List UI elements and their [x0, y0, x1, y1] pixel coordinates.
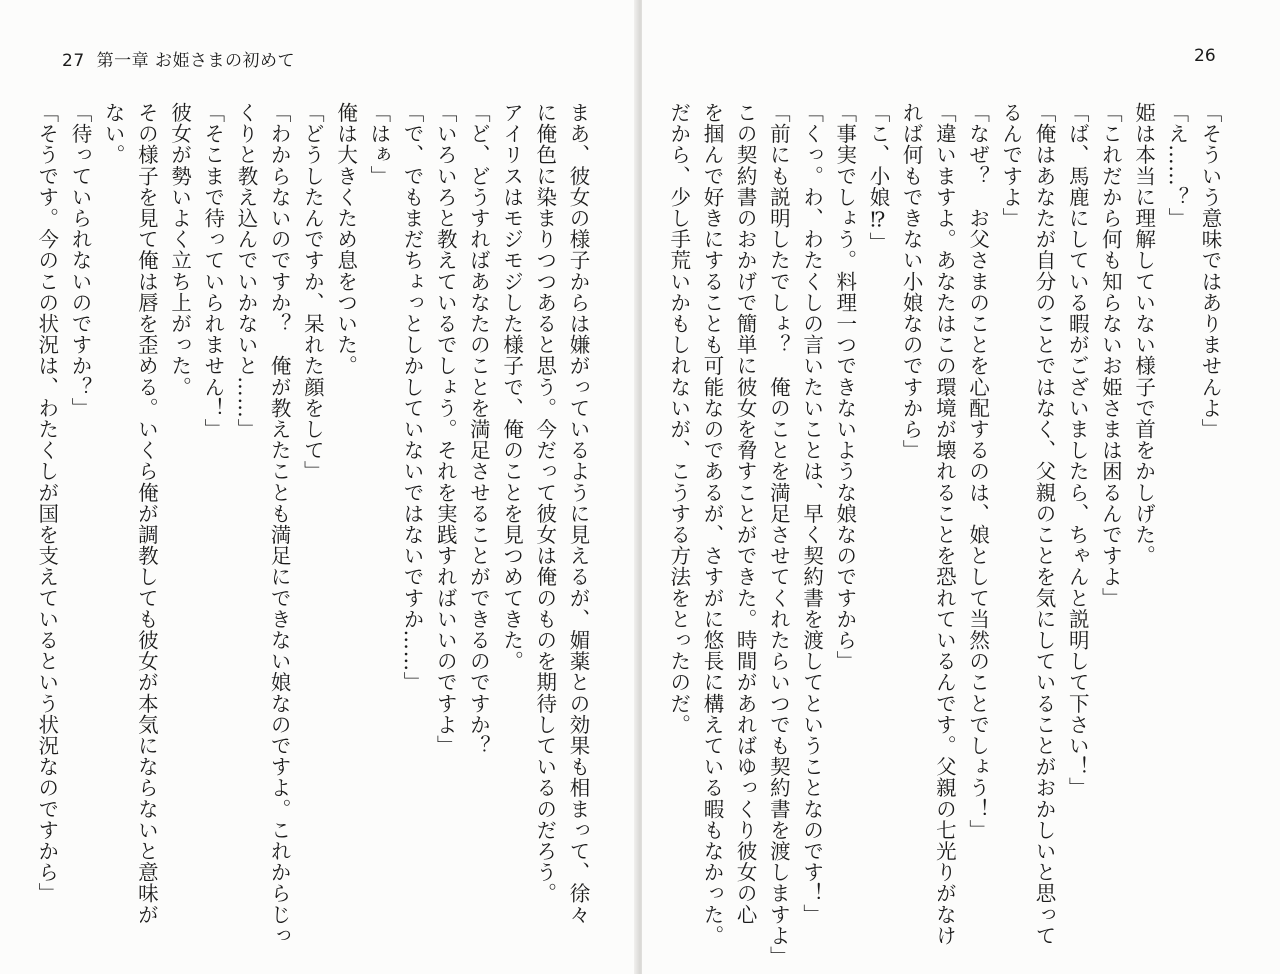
text-column: に俺色に染まりつつあると思う。今だって彼女は俺のものを期待しているのだろう。 [532, 102, 557, 904]
page-number-left: 27 [62, 51, 85, 71]
text-column: 「わからないのですか？ 俺が教えたことも満足にできない娘なのですよ。これからじっ [267, 102, 292, 946]
text-column: この契約書のおかげで簡単に彼女を脅すことができた。時間があればゆっくり彼女の心 [733, 102, 758, 925]
text-column: 「ど、どうすればあなたのことを満足させることができるのですか？ [466, 102, 491, 757]
text-column: まあ、彼女の様子からは嫌がっているように見えるが、媚薬との効果も相まって、徐々 [566, 102, 590, 925]
text-column: 「前にも説明したでしょ？ 俺のことを満足させてくれたらいつでも契約書を渡しますよ」 [766, 102, 791, 968]
page-number-right: 26 [1194, 46, 1216, 66]
text-column: アイリスはモジモジした様子で、俺のことを見つめてきた。 [499, 102, 524, 672]
text-column: 「いろいろと教えているでしょう。それを実践すればいいのですよ」 [433, 102, 458, 757]
text-column: 「待っていられないのですか？」 [67, 102, 92, 419]
text-column: 「ば、馬鹿にしている暇がございましたら、ちゃんと説明して下さい！」 [1065, 102, 1090, 799]
text-column: だから、少し手荒いかもしれないが、こうする方法をとったのだ。 [666, 102, 691, 735]
text-column: 姫は本当に理解していない様子で首をかしげた。 [1131, 102, 1156, 567]
text-column: を掴んで好きにすることも可能なのであるが、さすがに悠長に構えている暇もなかった。 [699, 102, 724, 946]
text-column: 「くっ。わ、わたくしの言いたいことは、早く契約書を渡してということなのです！」 [799, 102, 824, 925]
text-column: れば何もできない小娘なのですから」 [899, 102, 924, 461]
text-column: 彼女が勢いよく立ち上がった。 [167, 102, 192, 398]
text-column: その様子を見て俺は唇を歪める。いくら俺が調教しても彼女が本気にならないと意味が [134, 102, 159, 925]
text-column: 「俺はあなたが自分のことではなく、父親のことを気にしていることがおかしいと思って [1031, 102, 1056, 946]
text-column: 「はぁ」 [366, 102, 391, 187]
text-column: 「え……？」 [1164, 102, 1189, 229]
text-column: 俺は大きくため息をついた。 [333, 102, 358, 377]
text-column: 「これだから何も知らないお姫さまは困るんですよ」 [1098, 102, 1123, 609]
text-column: 「そうです。今のこの状況は、わたくしが国を支えているという状況なのですから」 [34, 102, 59, 904]
right-page-body [666, 102, 1226, 968]
text-column: 「なぜ？ お父さまのことを心配するのは、娘として当然のことでしょう！」 [965, 102, 990, 841]
chapter-title: 第一章 お姫さまの初めて [96, 51, 296, 71]
text-column: 「事実でしょう。料理一つできないような娘なのですから」 [832, 102, 857, 672]
text-column: 「そこまで待っていられません！」 [200, 102, 225, 440]
text-column: 「で、でもまだちょっとしかしていないではないですか……」 [399, 102, 424, 693]
text-column: ない。 [101, 102, 126, 166]
left-page [0, 0, 638, 974]
left-page-body [34, 102, 594, 962]
text-column: るんですよ」 [998, 102, 1023, 229]
text-column: 「こ、小娘⁉」 [865, 102, 890, 254]
text-column: 「違いますよ。あなたはこの環境が壊れることを恐れているんです。父親の七光りがなけ [932, 102, 957, 946]
running-head [62, 46, 295, 71]
text-column: くりと教え込んでいかないと……」 [233, 102, 258, 440]
text-column: 「そういう意味ではありませんよ」 [1198, 102, 1222, 440]
text-column: 「どうしたんですか、呆れた顔をして」 [300, 102, 325, 482]
